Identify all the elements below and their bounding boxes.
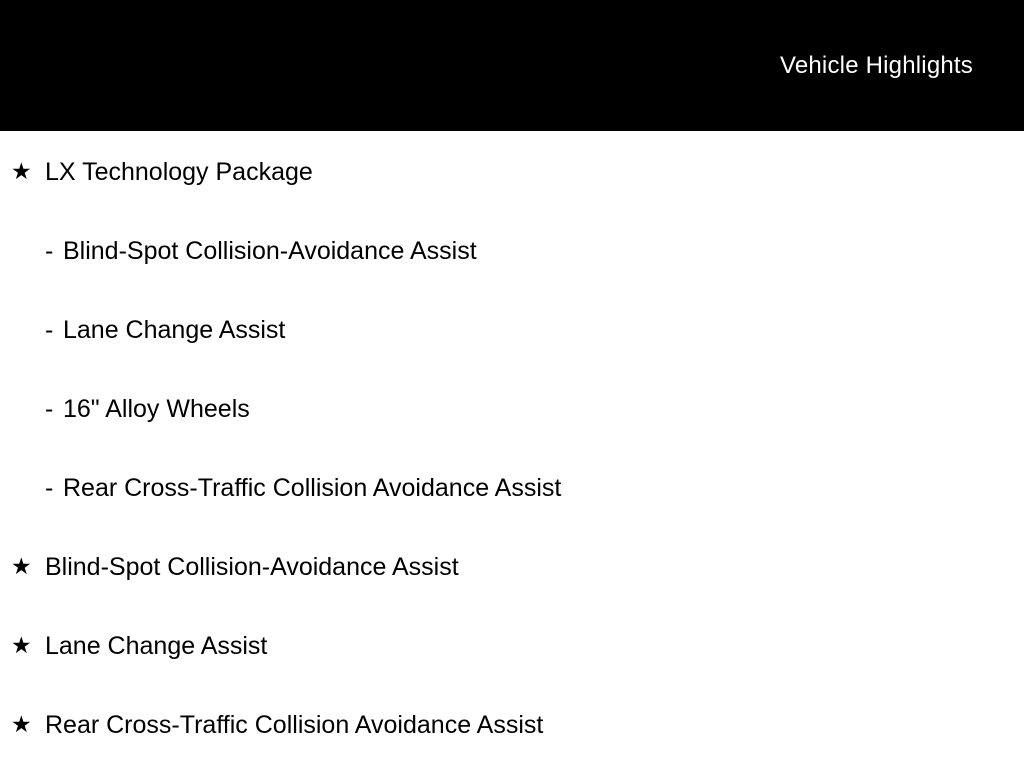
list-item-label: Blind-Spot Collision-Avoidance Assist: [45, 553, 459, 581]
star-icon: ★: [11, 711, 32, 737]
list-item: [0, 370, 1024, 449]
header-bar: [0, 0, 1024, 131]
dash-marker: -: [45, 316, 54, 344]
list-item: [0, 133, 1024, 212]
page-title: Vehicle Highlights: [779, 51, 973, 79]
list-item-label: Lane Change Assist: [45, 632, 268, 660]
list-item: [0, 449, 1024, 528]
dash-marker: -: [45, 395, 54, 423]
dash-marker: -: [45, 237, 54, 265]
highlights-list: [0, 131, 1024, 765]
star-icon: ★: [11, 553, 32, 579]
list-item-label: LX Technology Package: [45, 158, 313, 186]
list-item-label: Blind-Spot Collision-Avoidance Assist: [63, 237, 477, 265]
dash-marker: -: [45, 474, 54, 502]
list-item-label: Rear Cross-Traffic Collision Avoidance Assist: [45, 711, 544, 739]
list-item-label: Rear Cross-Traffic Collision Avoidance Assist: [63, 474, 562, 502]
list-item: [0, 528, 1024, 607]
star-icon: ★: [11, 632, 32, 658]
list-item-label: 16" Alloy Wheels: [63, 395, 250, 423]
list-item: [0, 291, 1024, 370]
star-icon: ★: [11, 158, 32, 184]
list-item: [0, 212, 1024, 291]
list-item: [0, 607, 1024, 686]
list-item-label: Lane Change Assist: [63, 316, 286, 344]
list-item: [0, 686, 1024, 765]
